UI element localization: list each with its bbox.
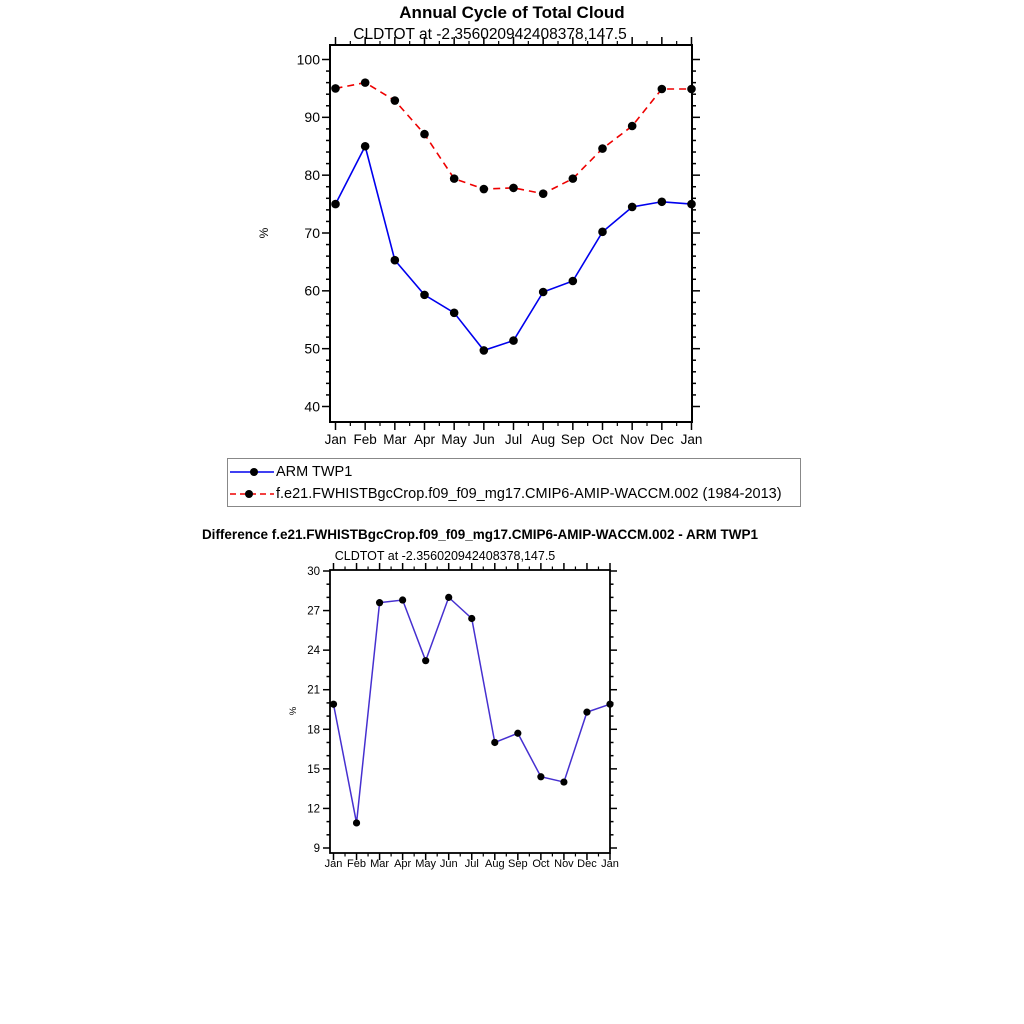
- x-tick-label: Dec: [649, 432, 674, 447]
- data-point-marker: [491, 739, 498, 746]
- y-tick-label: 12: [307, 803, 320, 816]
- x-tick-label: Feb: [353, 432, 377, 447]
- data-point-marker: [420, 130, 429, 139]
- legend-sample-dashed: [228, 487, 276, 501]
- y-tick-label: 80: [304, 167, 320, 184]
- series-line-arm-twp1: [336, 146, 692, 350]
- x-tick-label: Nov: [554, 858, 574, 870]
- legend-label: ARM TWP1: [276, 463, 353, 480]
- plot-frame: [330, 570, 610, 853]
- data-point-marker: [422, 657, 429, 664]
- x-tick-label: Jul: [504, 432, 523, 447]
- data-point-marker: [539, 189, 548, 198]
- x-tick-label: Sep: [560, 432, 585, 447]
- y-axis-label: %: [288, 706, 299, 716]
- data-point-marker: [658, 85, 667, 94]
- y-tick-label: 27: [307, 605, 320, 618]
- x-tick-label: Nov: [620, 432, 645, 447]
- x-tick-label: Jul: [464, 858, 479, 870]
- data-point-marker: [420, 291, 429, 300]
- series-line-f-e21-fwhistbgccrop-f09-f09-mg17-cmip6-a: [336, 83, 692, 194]
- chart2-subtitle: CLDTOT at -2.356020942408378,147.5: [334, 549, 556, 563]
- plot-frame: [330, 45, 692, 422]
- data-point-marker: [468, 615, 475, 622]
- legend-marker-dot-icon: [250, 468, 258, 476]
- data-point-marker: [628, 122, 637, 131]
- y-tick-label: 30: [307, 566, 320, 579]
- data-point-marker: [480, 185, 489, 194]
- data-point-marker: [376, 599, 383, 606]
- data-point-marker: [361, 142, 370, 151]
- data-point-marker: [598, 144, 607, 153]
- data-point-marker: [539, 288, 548, 297]
- data-point-marker: [569, 277, 578, 286]
- data-point-marker: [598, 228, 607, 237]
- data-point-marker: [331, 200, 340, 209]
- legend-label: f.e21.FWHISTBgcCrop.f09_f09_mg17.CMIP6-AMIP-WACCM.002 (1984-2013): [276, 485, 782, 502]
- x-tick-label: Sep: [508, 858, 528, 870]
- y-axis-label: %: [257, 227, 271, 239]
- x-tick-label: Feb: [347, 858, 367, 870]
- y-tick-label: 24: [307, 645, 320, 658]
- x-tick-label: Dec: [577, 858, 597, 870]
- x-tick-label: Mar: [370, 858, 390, 870]
- data-point-marker: [330, 701, 337, 708]
- data-point-marker: [399, 596, 406, 603]
- data-point-marker: [445, 594, 452, 601]
- y-tick-label: 40: [304, 398, 320, 415]
- x-tick-label: May: [415, 858, 437, 870]
- data-point-marker: [450, 309, 459, 318]
- x-tick-label: Jan: [601, 858, 619, 870]
- data-point-marker: [353, 819, 360, 826]
- data-point-marker: [537, 773, 544, 780]
- data-point-marker: [687, 85, 696, 94]
- data-point-marker: [583, 709, 590, 716]
- data-point-marker: [606, 701, 613, 708]
- data-point-marker: [391, 96, 400, 105]
- data-point-marker: [509, 336, 518, 345]
- x-tick-label: Aug: [485, 858, 505, 870]
- x-tick-label: Apr: [394, 858, 412, 870]
- x-tick-label: Mar: [383, 432, 407, 447]
- x-tick-label: May: [441, 432, 467, 447]
- data-point-marker: [560, 778, 567, 785]
- data-point-marker: [480, 346, 489, 355]
- data-point-marker: [569, 174, 578, 183]
- y-tick-label: 18: [307, 724, 320, 737]
- x-tick-label: Jun: [472, 432, 495, 447]
- y-tick-label: 90: [304, 109, 320, 126]
- data-point-marker: [450, 174, 459, 183]
- data-point-marker: [391, 256, 400, 265]
- chart1-subtitle: CLDTOT at -2.356020942408378,147.5: [353, 26, 627, 43]
- x-tick-label: Jun: [439, 858, 458, 870]
- data-point-marker: [509, 184, 518, 193]
- x-tick-label: Jan: [324, 858, 343, 870]
- data-point-marker: [658, 197, 667, 206]
- data-point-marker: [331, 84, 340, 93]
- legend-marker-dot-icon: [245, 490, 253, 498]
- legend-box: [227, 458, 801, 507]
- data-point-marker: [361, 78, 370, 87]
- data-point-marker: [687, 200, 696, 209]
- y-tick-label: 70: [304, 224, 320, 241]
- x-tick-label: Jan: [680, 432, 703, 447]
- legend-entry-arm-twp1: [228, 461, 800, 483]
- chart1-title: Annual Cycle of Total Cloud: [399, 3, 625, 22]
- x-tick-label: Apr: [413, 432, 436, 447]
- x-tick-label: Jan: [324, 432, 347, 447]
- chart2-title: Difference f.e21.FWHISTBgcCrop.f09_f09_mg17.CMIP6-AMIP-WACCM.002 - ARM TWP1: [201, 527, 759, 542]
- y-tick-label: 9: [313, 843, 320, 856]
- series-line-difference: [334, 597, 611, 823]
- x-tick-label: Oct: [591, 432, 614, 447]
- y-tick-label: 21: [307, 684, 320, 697]
- x-tick-label: Oct: [532, 858, 550, 870]
- y-tick-label: 15: [307, 763, 320, 776]
- y-tick-label: 100: [296, 51, 320, 68]
- y-tick-label: 60: [304, 282, 320, 299]
- legend-entry-model: [228, 483, 800, 505]
- x-tick-label: Aug: [531, 432, 556, 447]
- y-tick-label: 50: [304, 340, 320, 357]
- data-point-marker: [514, 730, 521, 737]
- data-point-marker: [628, 203, 637, 212]
- legend-sample-solid: [228, 465, 276, 479]
